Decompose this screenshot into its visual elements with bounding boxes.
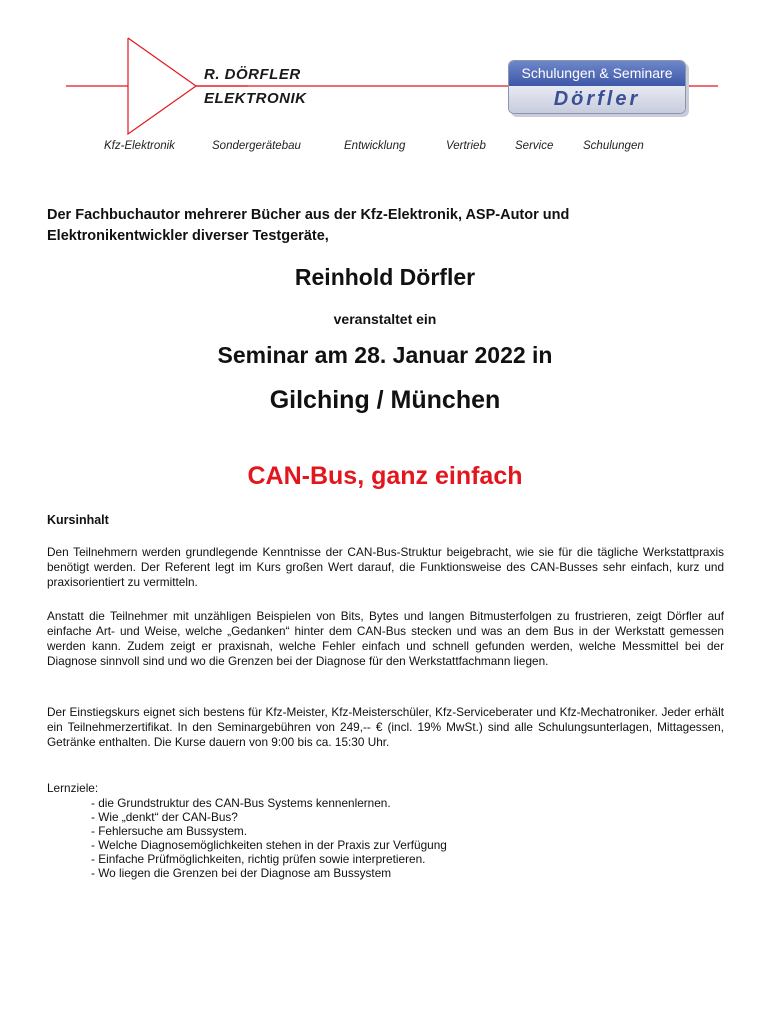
service-item: Schulungen — [583, 140, 644, 152]
paragraph-course-content-1: Den Teilnehmern werden grundlegende Kenntnisse der CAN-Bus-Struktur beigebracht, wie sie für die tägliche Werkstattpraxis benötigt werden. Der Referent legt im Kurs großen Wert darauf, die Funktionsweise des CAN-Busses sehr einfach, kurz und praxisorientiert zu vermitteln. — [47, 545, 724, 589]
list-item: - Einfache Prüfmöglichkeiten, richtig prüfen sowie interpretieren. — [91, 852, 426, 866]
list-item: - Wie „denkt“ der CAN-Bus? — [91, 810, 238, 824]
service-list — [104, 140, 664, 156]
list-item: - Welche Diagnosemöglichkeiten stehen in der Praxis zur Verfügung — [91, 838, 447, 852]
service-item: Vertrieb — [446, 140, 486, 152]
organizes-text: veranstaltet ein — [333, 311, 437, 327]
learning-goals-list — [91, 796, 447, 880]
seminar-place-heading: Gilching / München — [269, 386, 501, 414]
service-item: Sondergerätebau — [212, 140, 301, 152]
badge-top-text: Schulungen & Seminare — [509, 61, 685, 86]
company-name-line2: ELEKTRONIK — [204, 90, 307, 107]
learning-goals-label: Lernziele: — [47, 781, 99, 795]
service-item: Service — [515, 140, 554, 152]
badge-bottom-text: Dörfler — [509, 86, 685, 113]
seminar-date-heading: Seminar am 28. Januar 2022 in — [217, 342, 553, 368]
intro-line-2-text: Elektronikentwickler diverser Testgeräte, — [47, 228, 329, 244]
service-item: Entwicklung — [344, 140, 406, 152]
paragraph-course-content-3: Der Einstiegskurs eignet sich bestens für Kfz-Meister, Kfz-Meisterschüler, Kfz-Serviceberater und Kfz-Mechatroniker. Jeder erhält ein Teilnehmerzertifikat. In den Seminargebühren von 249,-- € (incl. 19% MwSt.) sind alle Schulungsunterlagen, Mittagessen, Getränke enthalten. Die Kurse dauern von 9:00 bis ca. 15:30 Uhr. — [47, 705, 724, 749]
company-name-line1: R. DÖRFLER — [204, 66, 301, 83]
service-item: Kfz-Elektronik — [104, 140, 175, 152]
course-title: CAN-Bus, ganz einfach — [247, 462, 523, 490]
section-heading-kursinhalt: Kursinhalt — [47, 513, 109, 527]
list-item: - Wo liegen die Grenzen bei der Diagnose am Bussystem — [91, 866, 392, 880]
intro-line-1 — [47, 205, 724, 226]
intro-line-2 — [47, 226, 724, 247]
paragraph-course-content-2: Anstatt die Teilnehmer mit unzähligen Beispielen von Bits, Bytes und langen Bitmusterfolgen zu frustrieren, zeigt Dörfler auf einfache Art- und Weise, welche „Gedanken“ hinter dem CAN-Bus stecken und was an dem Bus in der Werkstatt gemessen werden kann. Zudem zeigt er praxisnah, welche Fehler einfach und schnell gefunden werden, welche Messmittel bei der Diagnose sinnvoll sind und wo die Grenzen bei der Diagnose für den Werkstattfachmann liegen. — [47, 609, 724, 668]
list-item: - Fehlersuche am Bussystem. — [91, 824, 248, 838]
speaker-name-heading: Reinhold Dörfler — [294, 264, 476, 290]
seminar-badge-logo — [508, 60, 686, 114]
list-item: - die Grundstruktur des CAN-Bus Systems kennenlernen. — [91, 796, 391, 810]
intro-line-1-text: Der Fachbuchautor mehrerer Bücher aus der Kfz-Elektronik, ASP-Autor und — [47, 207, 570, 223]
